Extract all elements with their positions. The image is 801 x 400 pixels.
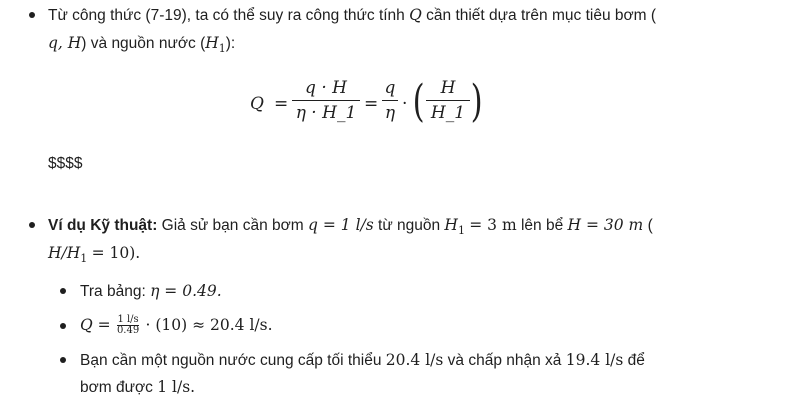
- bullet-dot: [29, 12, 35, 18]
- fraction-bar: [426, 100, 470, 101]
- sub-item-1: [80, 280, 222, 303]
- formula-eq-1: =: [274, 94, 289, 114]
- example-label: Ví dụ Kỹ thuật:: [48, 217, 158, 234]
- intro-vars: q, H: [48, 34, 82, 52]
- example-h-expr: H = 30 m: [567, 216, 644, 234]
- sub-item-3-text-2: và chấp nhận xả: [447, 352, 562, 369]
- sub-item-2-rest: · (10) ≈ 20.4 l/s.: [145, 316, 273, 334]
- sub-item-3-line-1: [80, 349, 645, 372]
- sub-item-2-frac-den: 0.49: [116, 325, 140, 337]
- example-text-3: lên bể: [520, 217, 564, 234]
- sub-item-3-math-2: 19.4 l/s: [565, 351, 624, 369]
- sub-item-3-text-1: Bạn cần một nguồn nước cung cấp tối thiểu: [80, 352, 382, 369]
- dollar-signs: $$$$: [48, 155, 83, 172]
- fraction-bar: [382, 100, 398, 101]
- formula-num-1: q · H: [305, 78, 347, 98]
- fraction-bar: [292, 100, 360, 101]
- formula-frac-2: [382, 78, 398, 123]
- bullet-dot: [29, 222, 35, 228]
- intro-text-1: Từ công thức (7-19), ta có thể suy ra công thức tính: [48, 7, 405, 24]
- sub-item-3-text-3: để: [627, 352, 645, 369]
- intro-h1-sub: 1: [218, 42, 226, 56]
- formula-eq-2: =: [364, 94, 379, 114]
- example-q-expr: q = 1 l/s: [308, 216, 374, 234]
- sub-item-2: [80, 314, 273, 337]
- ratio-expr: H/H: [48, 244, 81, 262]
- intro-text-2: cần thiết dựa trên mục tiêu bơm (: [426, 7, 657, 24]
- sub-item-1-math: η = 0.49.: [150, 282, 222, 300]
- formula-num-2: q: [384, 78, 396, 98]
- intro-line-1: [48, 4, 656, 27]
- sub-item-3-line2-text: bơm được: [80, 379, 153, 396]
- sub-bullet-dot: [60, 323, 66, 329]
- display-formula: [0, 74, 801, 134]
- formula-lhs: Q: [250, 94, 264, 114]
- sub-bullet-dot: [60, 288, 66, 294]
- example-text-1: Giả sử bạn cần bơm: [161, 217, 304, 234]
- ratio-value: = 10).: [91, 244, 141, 262]
- left-paren: (: [412, 76, 425, 127]
- intro-h1: H: [205, 34, 219, 52]
- example-line-1: [48, 214, 653, 242]
- intro-q-var: Q: [409, 6, 422, 24]
- sub-item-3-line2-math: 1 l/s.: [157, 378, 196, 396]
- formula-num-3: H: [440, 78, 456, 98]
- example-h1: H: [444, 216, 458, 234]
- formula-frac-3: [426, 78, 470, 123]
- sub-item-3-math-1: 20.4 l/s: [385, 351, 444, 369]
- right-paren: ): [470, 76, 483, 127]
- formula-den-2: η: [384, 103, 396, 123]
- sub-item-2-frac-num: 1 l/s: [117, 314, 139, 326]
- formula-dot: ·: [402, 94, 408, 114]
- example-text-2: từ nguồn: [378, 217, 441, 234]
- sub-item-3-line-2: [80, 376, 195, 399]
- example-text-4: (: [647, 217, 653, 234]
- example-h1-value: = 3 m: [469, 216, 517, 234]
- sub-item-2-fraction: [117, 315, 139, 336]
- sub-item-1-text: Tra bảng:: [80, 283, 146, 300]
- formula-den-1: η · H_1: [295, 103, 357, 123]
- sub-bullet-dot: [60, 357, 66, 363]
- sub-item-2-lhs: Q =: [80, 316, 111, 334]
- formula-frac-1: [292, 78, 360, 123]
- example-h1-sub: 1: [457, 224, 465, 238]
- intro-end: ):: [225, 35, 236, 52]
- intro-line-2: [48, 32, 235, 60]
- intro-mid: ) và nguồn nước (: [81, 35, 206, 52]
- example-line-2: [48, 242, 140, 270]
- formula-den-3: H_1: [430, 103, 466, 123]
- ratio-sub: 1: [80, 252, 88, 266]
